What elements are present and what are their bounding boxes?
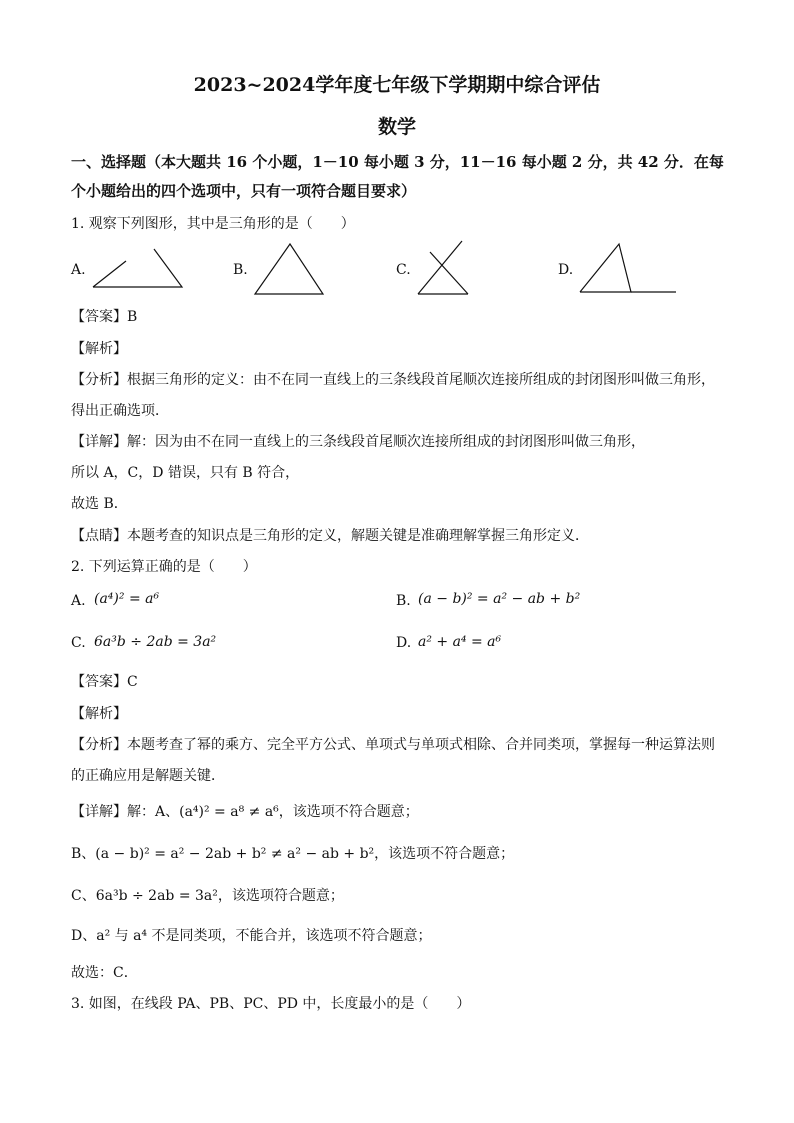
q2-conclusion: 故选：C． xyxy=(71,965,138,981)
q1-analysis-label: 【解析】 xyxy=(71,341,127,357)
q2-option-c-label: C. xyxy=(71,635,86,651)
q1-analysis-line1: 【分析】根据三角形的定义：由不在同一直线上的三条线段首尾顺次连接所组成的封闭图形叫做三角形， xyxy=(71,372,715,388)
q1-figure-d xyxy=(576,240,680,298)
q2-detail-a: 【详解】解：A、(a⁴)² = a⁸ ≠ a⁶，该选项不符合题意； xyxy=(71,804,419,820)
section-heading-line2: 个小题给出的四个选项中，只有一项符合题目要求） xyxy=(71,182,417,200)
q2-option-a-label: A. xyxy=(71,593,86,609)
q2-detail-b: B、(a − b)² = a² − 2ab + b² ≠ a² − ab + b²，该选项不符合题意； xyxy=(71,846,515,862)
q1-figure-c xyxy=(412,238,476,300)
q2-detail-d: D、a² 与 a⁴ 不是同类项，不能合并，该选项不符合题意； xyxy=(71,928,432,944)
q1-option-d-label: D. xyxy=(558,262,574,278)
q2-analysis-label: 【解析】 xyxy=(71,706,127,722)
q1-figure-b xyxy=(250,240,330,300)
q2-detail-c: C、6a³b ÷ 2ab = 3a²，该选项符合题意； xyxy=(71,888,344,904)
q2-option-c-expr: 6a³b ÷ 2ab = 3a² xyxy=(94,634,217,650)
q2-option-d-expr: a² + a⁴ = a⁶ xyxy=(418,634,502,650)
q2-analysis-line2: 的正确应用是解题关键． xyxy=(71,768,225,784)
q1-analysis-line2: 得出正确选项． xyxy=(71,403,169,419)
q1-option-b-label: B. xyxy=(233,262,248,278)
q1-detail-line2: 所以 A，C，D 错误，只有 B 符合， xyxy=(71,465,300,481)
q2-option-b-label: B. xyxy=(396,593,411,609)
q3-stem: 3. 如图，在线段 PA、PB、PC、PD 中，长度最小的是（ ） xyxy=(71,996,471,1012)
q1-detail-line1: 【详解】解：因为由不在同一直线上的三条线段首尾顺次连接所组成的封闭图形叫做三角形， xyxy=(71,434,645,450)
subject-title: 数学 xyxy=(377,116,416,138)
q2-option-a-expr: (a⁴)² = a⁶ xyxy=(94,591,160,607)
q1-option-a-label: A. xyxy=(71,262,86,278)
q2-analysis-line1: 【分析】本题考查了幂的乘方、完全平方公式、单项式与单项式相除、合并同类项，掌握每一种运算法则 xyxy=(71,737,715,753)
q2-answer: 【答案】C xyxy=(71,674,138,690)
page-title: 2023~2024学年度七年级下学期期中综合评估 xyxy=(193,74,601,96)
q1-detail-line3: 故选 B． xyxy=(71,496,128,512)
q1-option-c-label: C. xyxy=(396,262,411,278)
q2-option-b-expr: (a − b)² = a² − ab + b² xyxy=(418,591,581,607)
q1-figure-a xyxy=(90,245,190,295)
q2-option-d-label: D. xyxy=(396,635,412,651)
q1-stem: 1. 观察下列图形，其中是三角形的是（ ） xyxy=(71,216,355,232)
q1-point: 【点睛】本题考查的知识点是三角形的定义，解题关键是准确理解掌握三角形定义． xyxy=(71,528,589,544)
q1-answer: 【答案】B xyxy=(71,309,138,325)
q2-stem: 2. 下列运算正确的是（ ） xyxy=(71,559,257,575)
section-heading-line1: 一、选择题（本大题共 16 个小题，1－10 每小题 3 分，11－16 每小题 2 分，共 42 分．在每 xyxy=(71,153,724,171)
